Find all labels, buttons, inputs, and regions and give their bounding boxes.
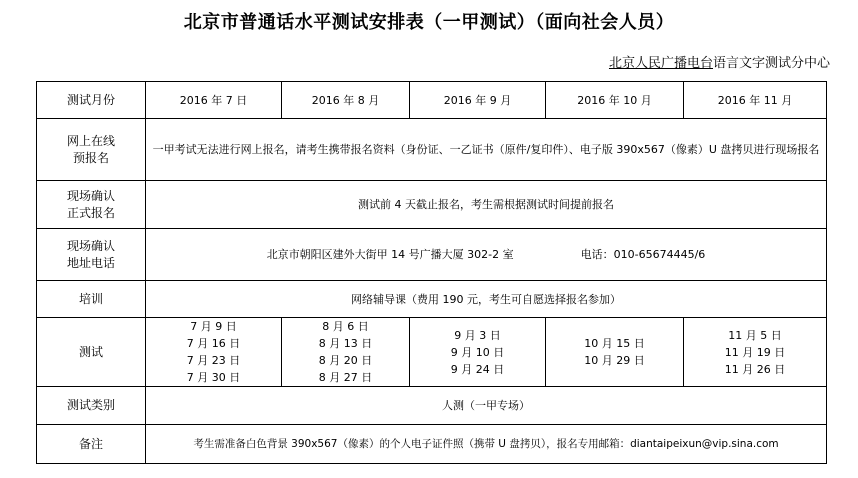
month-cell: 2016 年 8 月	[282, 82, 410, 119]
test-date: 9 月 10 日	[450, 345, 505, 359]
month-cell: 2016 年 10 月	[546, 82, 684, 119]
test-date: 11 月 5 日	[728, 328, 782, 342]
onsite-label-line: 正式报名	[66, 205, 115, 220]
address-label-line: 现场确认	[66, 238, 115, 253]
test-dates-september	[410, 318, 546, 387]
address-text: 北京市朝阳区建外大街甲 14 号广播大厦 302-2 室	[266, 248, 514, 261]
test-label: 测试	[37, 318, 146, 387]
organization-name-rest: 语言文字测试分中心	[712, 56, 830, 71]
test-date: 11 月 26 日	[724, 362, 786, 376]
note-label: 备注	[37, 425, 146, 464]
test-date: 9 月 3 日	[454, 328, 501, 342]
online-text: 一甲考试无法进行网上报名，请考生携带报名资料（身份证、一乙证书（原件/复印件）、电子版 390x567（像素）U 盘拷贝进行现场报名	[146, 119, 827, 181]
table-row-onsite	[37, 181, 827, 229]
test-date: 10 月 15 日	[584, 337, 645, 350]
type-text: 人测（一甲专场）	[146, 387, 827, 425]
address-label	[37, 229, 146, 281]
online-label-line: 预报名	[72, 150, 109, 165]
onsite-label	[37, 181, 146, 229]
table-row-type	[37, 387, 827, 425]
test-date: 7 月 16 日	[186, 337, 241, 350]
month-cell: 2016 年 11 月	[684, 82, 827, 119]
training-label: 培训	[37, 281, 146, 318]
test-date: 8 月 27 日	[318, 371, 373, 384]
month-label: 测试月份	[37, 82, 146, 119]
test-dates-august	[282, 318, 410, 387]
page-title: 北京市普通话水平测试安排表（一甲测试）（面向社会人员）	[183, 12, 675, 33]
table-row-months	[37, 82, 827, 119]
test-date: 7 月 30 日	[186, 371, 241, 384]
table-row-address	[37, 229, 827, 281]
test-date: 10 月 29 日	[584, 354, 645, 367]
online-label-line: 网上在线	[66, 133, 115, 148]
test-dates-october	[546, 318, 684, 387]
onsite-text: 测试前 4 天截止报名，考生需根据测试时间提前报名	[146, 181, 827, 229]
test-date: 9 月 24 日	[450, 362, 505, 376]
table-row-online	[37, 119, 827, 181]
online-label	[37, 119, 146, 181]
table-row-test	[37, 318, 827, 387]
note-text: 考生需准备白色背景 390x567（像素）的个人电子证件照（携带 U 盘拷贝），报名专用邮箱：diantaipeixun@vip.sina.com	[146, 425, 827, 464]
type-label: 测试类别	[37, 387, 146, 425]
organization-name	[609, 52, 830, 71]
test-date: 7 月 23 日	[186, 354, 241, 367]
table-row-note	[37, 425, 827, 464]
test-dates-november	[684, 318, 827, 387]
address-cell	[146, 229, 827, 281]
phone-text: 电话：010-65674445/6	[580, 248, 706, 261]
organization-name-underlined: 北京人民广播电台	[608, 56, 713, 71]
training-text: 网络辅导课（费用 190 元，考生可自愿选择报名参加）	[146, 281, 827, 318]
test-date: 11 月 19 日	[724, 345, 786, 359]
test-date: 8 月 20 日	[318, 354, 373, 367]
test-date: 7 月 9 日	[190, 320, 237, 333]
table-row-training	[37, 281, 827, 318]
month-cell: 2016 年 9 月	[410, 82, 546, 119]
test-dates-july	[146, 318, 282, 387]
month-cell: 2016 年 7 日	[146, 82, 282, 119]
test-date: 8 月 6 日	[322, 320, 369, 333]
onsite-label-line: 现场确认	[66, 188, 115, 203]
address-label-line: 地址电话	[66, 255, 115, 270]
schedule-table	[36, 81, 827, 464]
test-date: 8 月 13 日	[318, 337, 373, 350]
